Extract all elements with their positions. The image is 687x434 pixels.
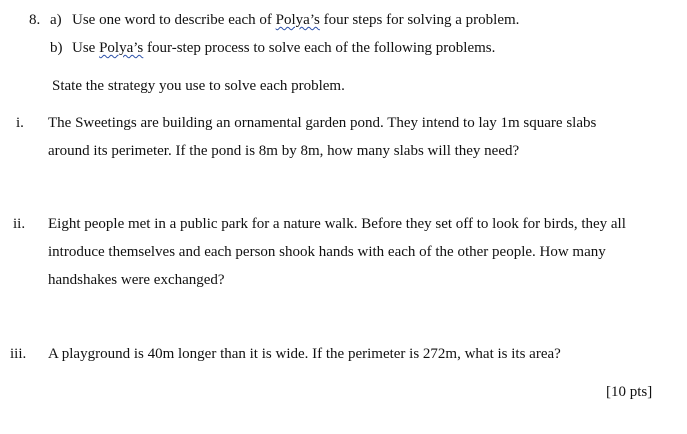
problem-i-line-2: around its perimeter. If the pond is 8m by 8m, how many slabs will they need? <box>48 143 520 159</box>
problem-i-line-1: The Sweetings are building an ornamental garden pond. They intend to lay 1m square slabs <box>48 115 597 131</box>
problem-i-numeral: i. <box>16 115 24 131</box>
points-label: [10 pts] <box>606 384 653 400</box>
part-b-text <box>72 39 495 57</box>
problem-ii-line-1: Eight people met in a public park for a nature walk. Before they set off to look for birds, they all <box>48 216 626 232</box>
part-b-text-before: Use <box>72 40 100 56</box>
problem-iii-numeral: iii. <box>10 346 27 362</box>
part-a-text-before: Use one word to describe each of <box>72 12 276 28</box>
problem-iii-line-1: A playground is 40m longer than it is wide. If the perimeter is 272m, what is its area? <box>48 346 561 362</box>
polya-name-b: Polya’s <box>99 40 144 56</box>
strategy-instruction: State the strategy you use to solve each problem. <box>52 78 345 94</box>
question-number: 8. <box>29 12 41 28</box>
problem-ii-line-3: handshakes were exchanged? <box>48 272 225 288</box>
problem-ii-numeral: ii. <box>13 216 26 232</box>
part-a-label: a) <box>50 12 62 28</box>
problem-ii-line-2: introduce themselves and each person shook hands with each of the other people. How many <box>48 244 606 260</box>
polya-name-a: Polya’s <box>275 12 320 28</box>
part-a-text <box>72 11 519 29</box>
part-b-text-after: four-step process to solve each of the following problems. <box>143 40 496 56</box>
part-b-label: b) <box>50 40 63 56</box>
part-a-text-after: four steps for solving a problem. <box>319 12 520 28</box>
